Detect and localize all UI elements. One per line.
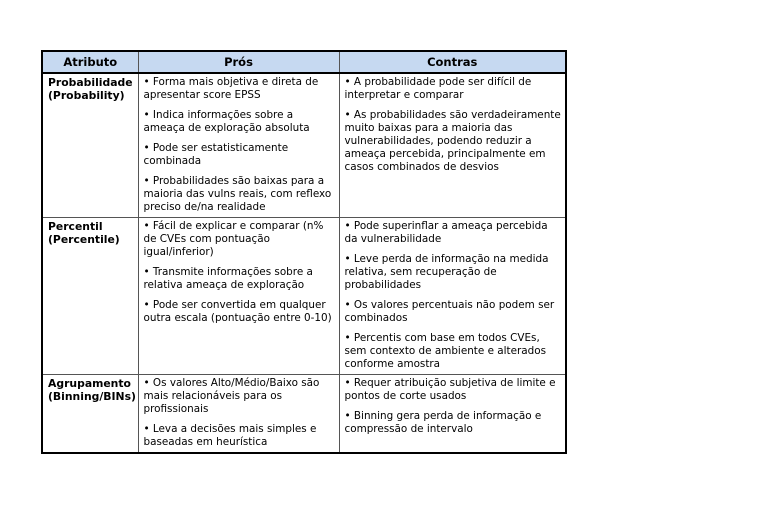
attribute-cell [42, 375, 138, 454]
attribute-name: Percentil [48, 220, 103, 233]
pros-cell [138, 218, 339, 375]
cons-item: • Os valores percentuais não podem ser combinados [344, 299, 555, 324]
table-row-percentile [42, 218, 566, 375]
attribute-english-name: (Probability) [48, 89, 125, 102]
attribute-name: Probabilidade [48, 76, 133, 89]
cons-item: • Requer atribuição subjetiva de limite e pontos de corte usados [344, 377, 556, 402]
pros-item: • Os valores Alto/Médio/Baixo são mais relacionáveis para os profissionais [143, 377, 320, 415]
cons-item: • Binning gera perda de informação e compressão de intervalo [344, 410, 542, 435]
cons-item: • A probabilidade pode ser difícil de interpretar e comparar [344, 76, 532, 101]
attribute-cell [42, 218, 138, 375]
cons-cell [339, 73, 566, 218]
header-attribute: Atributo [42, 51, 138, 73]
attribute-name: Agrupamento [48, 377, 131, 390]
attribute-english-name: (Binning/BINs) [48, 390, 136, 403]
header-pros: Prós [138, 51, 339, 73]
comparison-table-container [41, 50, 565, 454]
cons-cell [339, 375, 566, 454]
cons-cell [339, 218, 566, 375]
table-row-binning [42, 375, 566, 454]
pros-cell [138, 73, 339, 218]
comparison-table [41, 50, 567, 454]
cons-item: • Percentis com base em todos CVEs, sem contexto de ambiente e alterados conforme amostra [344, 332, 546, 370]
header-cons: Contras [339, 51, 566, 73]
pros-item: • Leva a decisões mais simples e baseadas em heurística [143, 423, 317, 448]
cons-item: • As probabilidades são verdadeiramente muito baixas para a maioria das vulnerabilidades, podendo reduzir a ameaça percebida, principalmente em casos combinados de desvios [344, 109, 561, 173]
pros-item: • Pode ser convertida em qualquer outra escala (pontuação entre 0-10) [143, 299, 332, 324]
cons-item: • Pode superinflar a ameaça percebida da vulnerabilidade [344, 220, 548, 245]
cons-item: • Leve perda de informação na medida relativa, sem recuperação de probabilidades [344, 253, 549, 291]
attribute-english-name: (Percentile) [48, 233, 120, 246]
pros-item: • Fácil de explicar e comparar (n% de CVEs com pontuação igual/inferior) [143, 220, 324, 258]
pros-item: • Pode ser estatisticamente combinada [143, 142, 289, 167]
table-header-row [42, 51, 566, 73]
pros-item: • Probabilidades são baixas para a maioria das vulns reais, com reflexo preciso de/na realidade [143, 175, 332, 213]
table-row-probability [42, 73, 566, 218]
pros-item: • Transmite informações sobre a relativa ameaça de exploração [143, 266, 313, 291]
pros-item: • Indica informações sobre a ameaça de exploração absoluta [143, 109, 310, 134]
attribute-cell [42, 73, 138, 218]
pros-item: • Forma mais objetiva e direta de apresentar score EPSS [143, 76, 319, 101]
pros-cell [138, 375, 339, 454]
